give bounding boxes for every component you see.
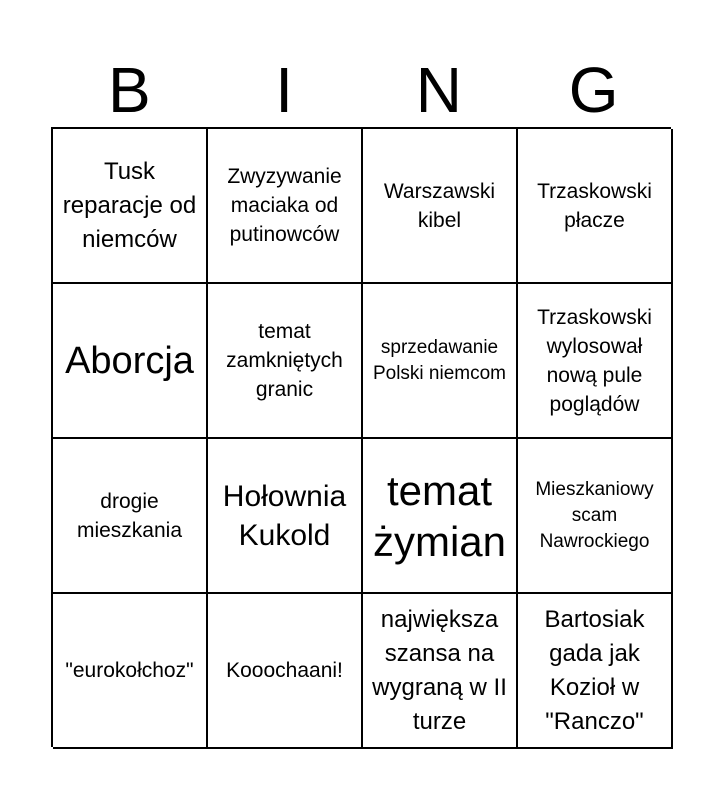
bingo-cell[interactable]: "eurokołchoz" <box>53 594 208 749</box>
bingo-cell[interactable]: drogie mieszkania <box>53 439 208 594</box>
bingo-cell[interactable]: Zwyzywanie maciaka od putinowców <box>208 129 363 284</box>
bingo-cell[interactable]: temat zamkniętych granic <box>208 284 363 439</box>
bingo-cell[interactable]: Kooochaani! <box>208 594 363 749</box>
bingo-cell[interactable]: Tusk reparacje od niemców <box>53 129 208 284</box>
bingo-cell[interactable]: sprzedawanie Polski niemcom <box>363 284 518 439</box>
bingo-cell[interactable]: Hołownia Kukold <box>208 439 363 594</box>
bingo-cell[interactable]: Mieszkaniowy scam Nawrockiego <box>518 439 673 594</box>
bingo-cell[interactable]: Trzaskowski wylosował nową pule poglądów <box>518 284 673 439</box>
bingo-cell[interactable]: Bartosiak gada jak Kozioł w "Ranczo" <box>518 594 673 749</box>
bingo-cell[interactable]: największa szansa na wygraną w II turze <box>363 594 518 749</box>
bingo-header <box>52 52 671 128</box>
header-letter-g: G <box>568 54 619 126</box>
bingo-grid <box>51 127 671 747</box>
header-letter-i: I <box>275 54 294 126</box>
bingo-cell[interactable]: Trzaskowski płacze <box>518 129 673 284</box>
bingo-cell[interactable]: Warszawski kibel <box>363 129 518 284</box>
header-letter-b: B <box>108 54 151 126</box>
bingo-cell[interactable]: Aborcja <box>53 284 208 439</box>
header-letter-n: N <box>415 54 462 126</box>
bingo-cell[interactable]: temat żymian <box>363 439 518 594</box>
